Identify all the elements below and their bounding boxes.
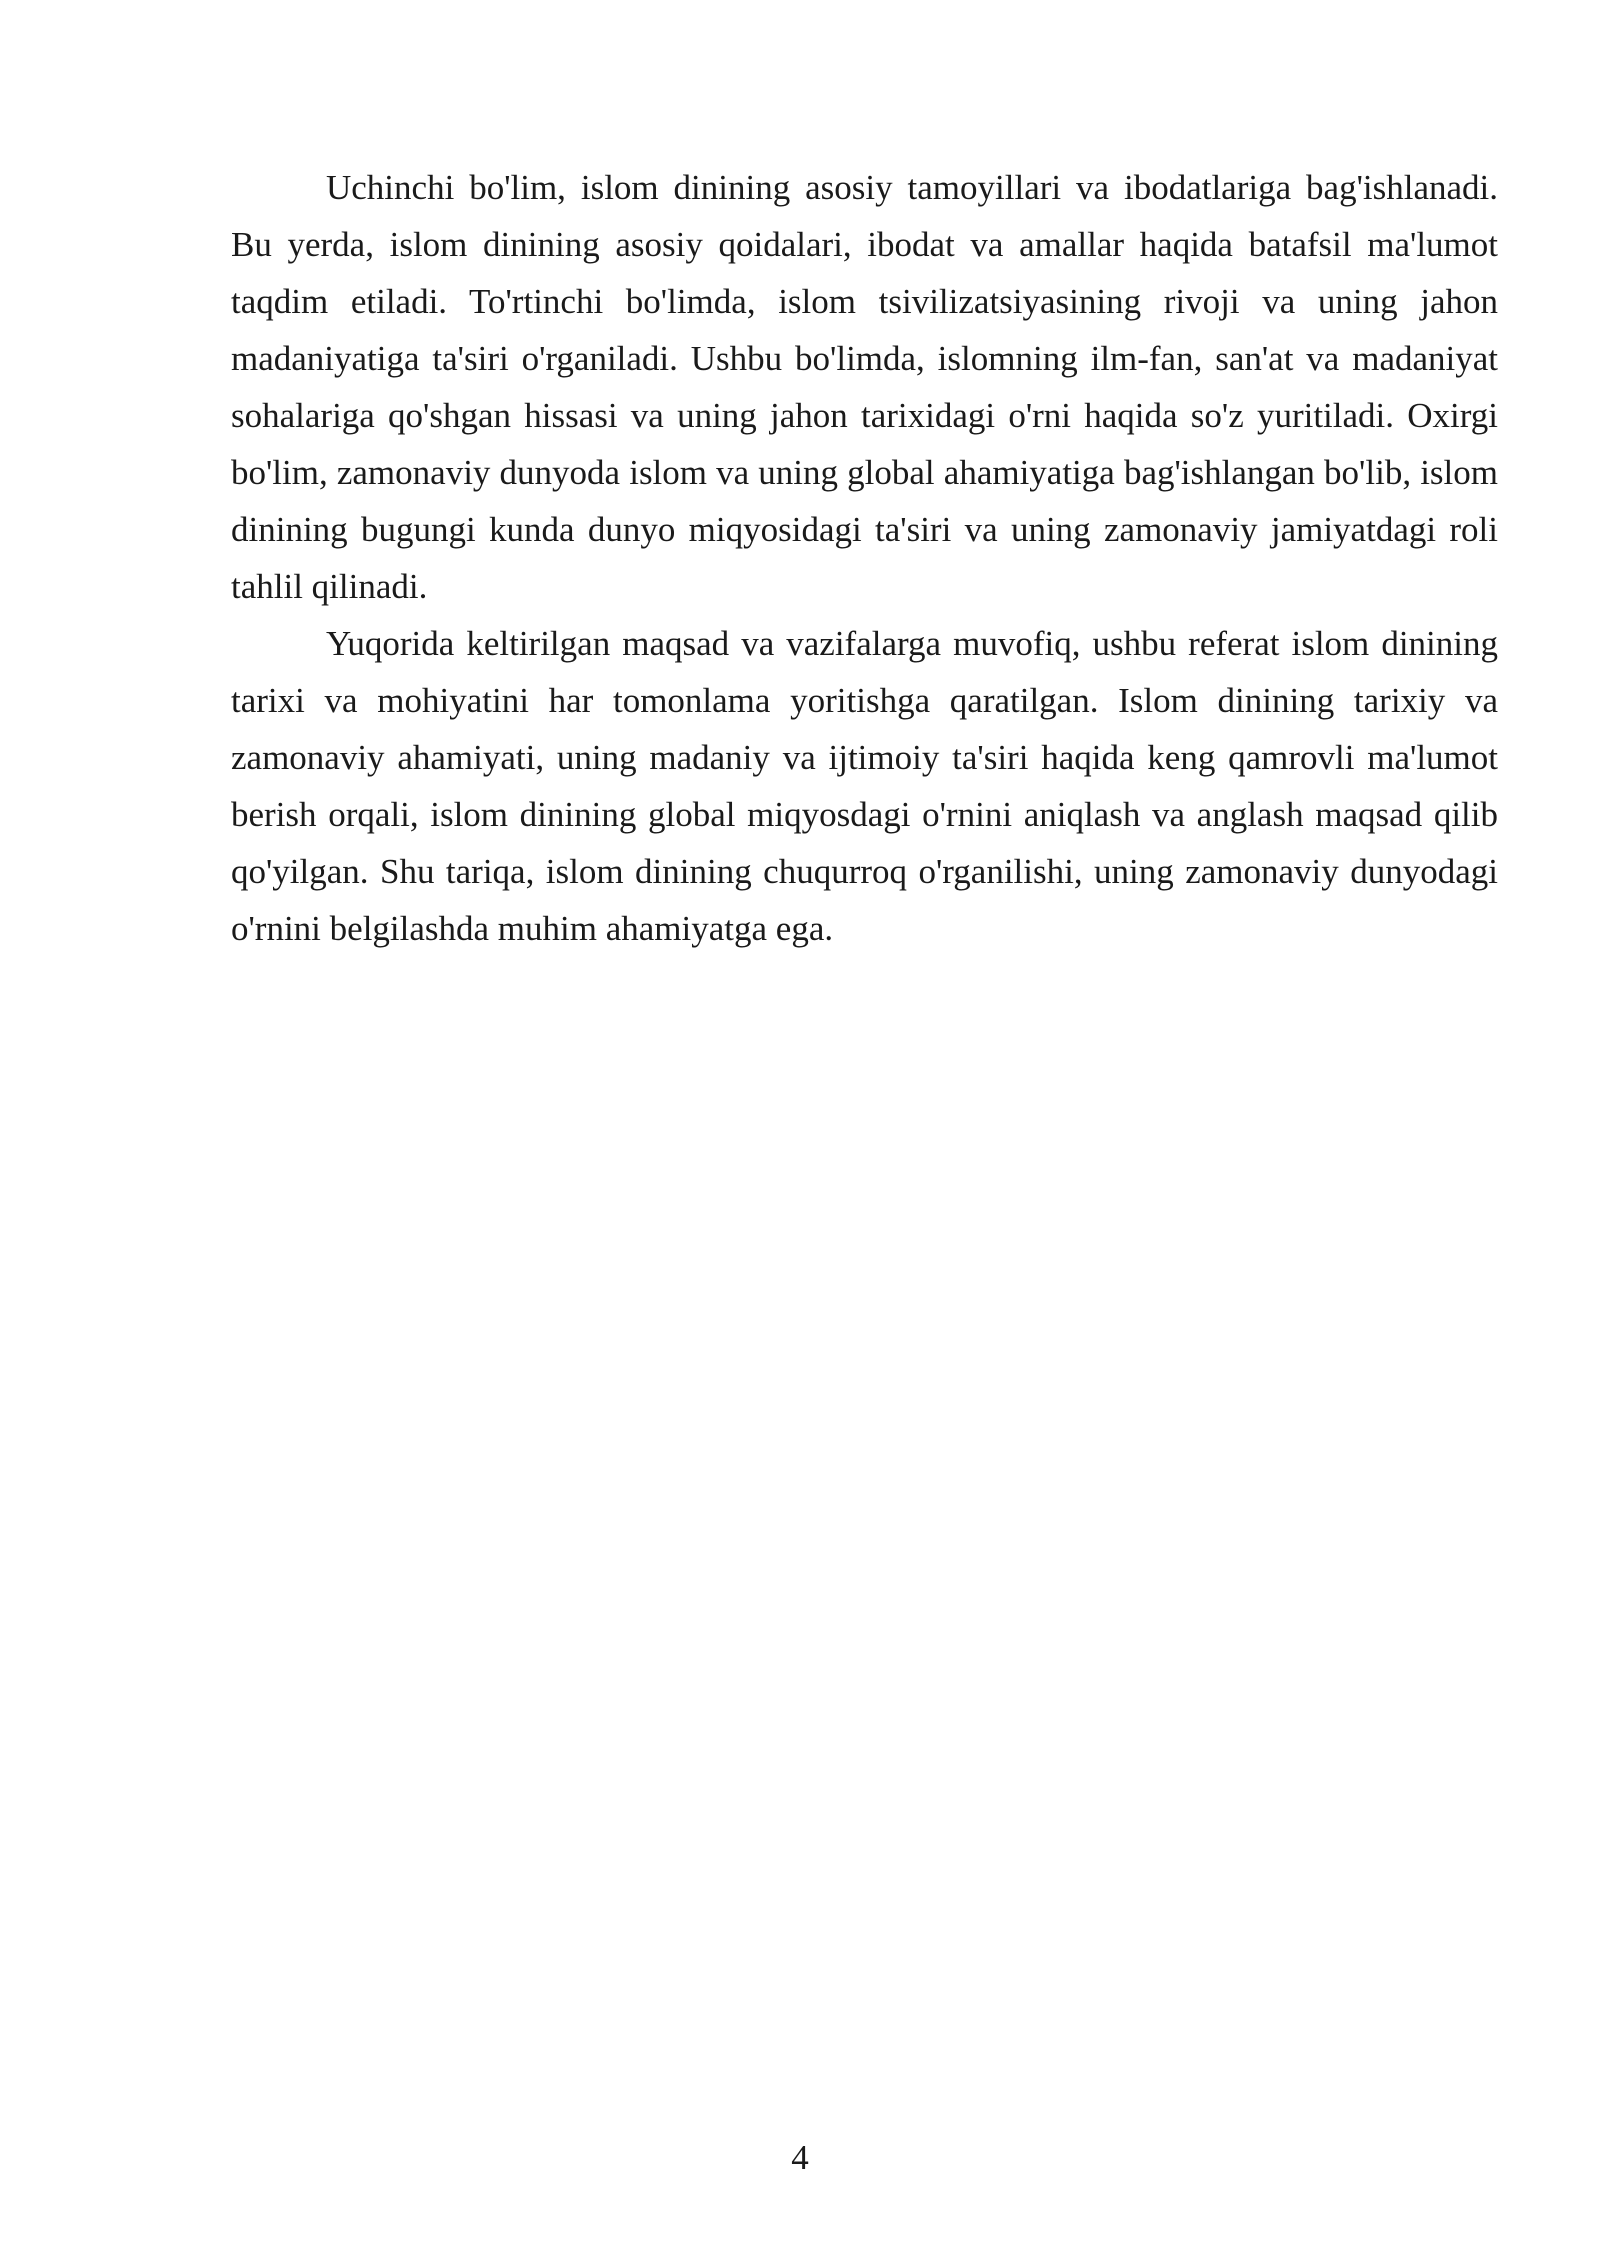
body-text xyxy=(231,159,1498,957)
page-number: 4 xyxy=(791,2138,809,2177)
paragraph: Yuqorida keltirilgan maqsad va vazifalarga muvofiq, ushbu referat islom dinining tarixi va mohiyatini har tomonlama yoritishga qaratilgan. Islom dinining tarixiy va zamonaviy ahamiyati, uning madaniy va ijtimoiy ta'siri haqida keng qamrovli ma'lumot berish orqali, islom dinining global miqyosdagi o'rnini aniqlash va anglash maqsad qilib qo'yilgan. Shu tariqa, islom dinining chuqurroq o'rganilishi, uning zamonaviy dunyodagi o'rnini belgilashda muhim ahamiyatga ega. xyxy=(231,624,1498,948)
paragraph: Uchinchi bo'lim, islom dinining asosiy tamoyillari va ibodatlariga bag'ishlanadi. Bu yerda, islom dinining asosiy qoidalari, ibodat va amallar haqida batafsil ma'lumot taqdim etiladi. To'rtinchi bo'limda, islom tsivilizatsiyasining rivoji va uning jahon madaniyatiga ta'siri o'rganiladi. Ushbu bo'limda, islomning ilm-fan, san'at va madaniyat sohalariga qo'shgan hissasi va uning jahon tarixidagi o'rni haqida so'z yuritiladi. Oxirgi bo'lim, zamonaviy dunyoda islom va uning global ahamiyatiga bag'ishlangan bo'lib, islom dinining bugungi kunda dunyo miqyosidagi ta'siri va uning zamonaviy jamiyatdagi roli tahlil qilinadi. xyxy=(231,168,1498,606)
